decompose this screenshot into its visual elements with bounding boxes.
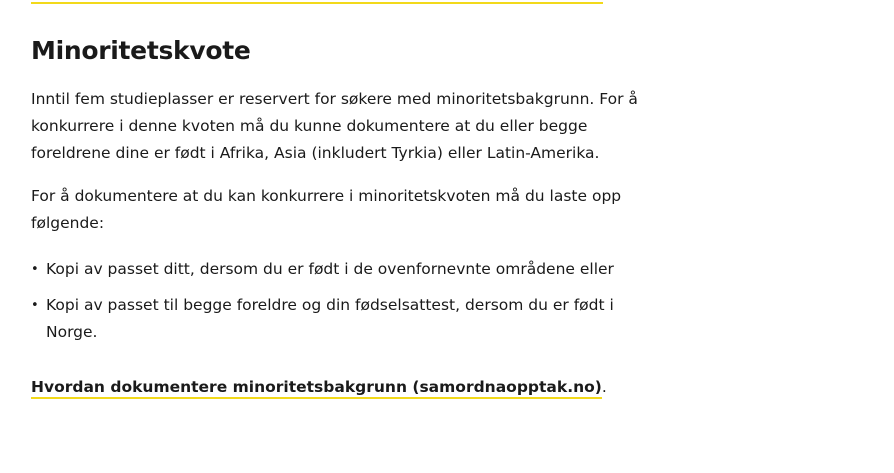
section-title: Minoritetskvote — [31, 36, 251, 65]
documentation-list — [31, 256, 661, 355]
list-item-text: Kopi av passet ditt, dersom du er født i de ovenfornevnte områdene eller — [46, 260, 614, 278]
list-item — [31, 292, 661, 346]
bullet-icon: • — [31, 262, 39, 277]
list-item — [31, 256, 661, 283]
link-paragraph — [31, 374, 607, 401]
previous-link-underline[interactable] — [31, 0, 603, 4]
documentation-link[interactable]: Hvordan dokumentere minoritetsbakgrunn (samordnaopptak.no) — [31, 378, 602, 399]
bullet-icon: • — [31, 298, 39, 313]
paragraph-documentation: For å dokumentere at du kan konkurrere i minoritetskvoten må du laste opp følgende: — [31, 187, 622, 232]
link-trailing-punctuation: . — [601, 378, 607, 396]
paragraph-eligibility: Inntil fem studieplasser er reservert for søkere med minoritetsbakgrunn. For å konkurrere i denne kvoten må du kunne dokumentere at du eller begge foreldrene dine er født i Afrika, Asia (inkludert Tyrkia) eller Latin-Amerika. — [31, 90, 638, 162]
list-item-text: Kopi av passet til begge foreldre og din fødselsattest, dersom du er født i Norge. — [46, 296, 614, 341]
